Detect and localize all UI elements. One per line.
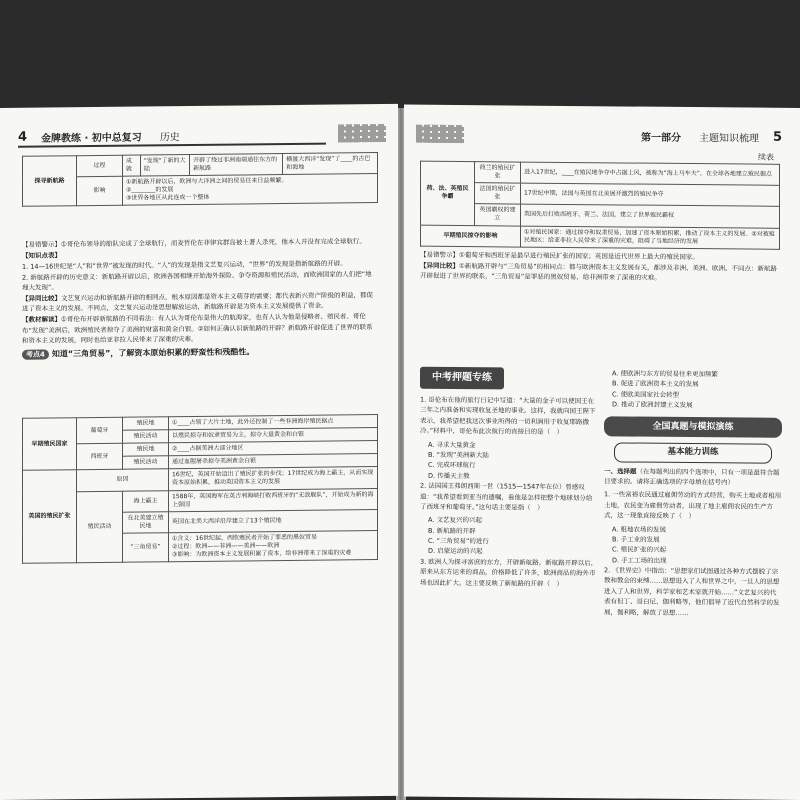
mock-exam-banner: 全国真题与模拟演练: [604, 416, 782, 438]
q2-option-d: D. 启蒙运动的兴起: [428, 547, 483, 556]
question-3: 3. 欧洲人为探寻富庶的东方，开辟新航路。新航路开辟以后，原来从东方运来的商品，价格降低了许多，欧洲商品的海外市场也因此扩大。这主要反映了新航路的开辟（ ）: [420, 557, 598, 588]
cause-label: 原因: [77, 469, 169, 491]
c1-option-b: B. 手工业的发展: [612, 535, 660, 544]
british-text: 英国先后打败西班牙、荷兰、法国，建立了世界殖民霸权: [521, 204, 780, 227]
exam-banner: 中考押题专练: [420, 367, 504, 390]
knowledge-1: 1. 14—16世纪是“人”和“世界”被发现的时代。“人”的发现是指文艺复兴运动，“世界”的发现是指新航路的开辟。: [22, 259, 347, 271]
triangle-2: ②过程：欧洲——非洲——美洲——欧洲: [172, 542, 280, 551]
impact-group-label: 早期殖民掠夺的影响: [421, 225, 521, 247]
route-cell-4: 横渡大西洋“发现”了____的古巴和海地: [283, 153, 378, 175]
right-compare-tag: 【异同比较】: [420, 261, 459, 270]
decorative-squares-icon: [416, 125, 464, 143]
decorative-squares-icon: [338, 124, 386, 143]
left-page: [0, 104, 398, 800]
choice-question-1: 1. 一些富裕农民通过雇佣劳动的方式经营，购买土地或者租用土地，农民变为雇佣劳动者，出现了地主雇佣农民的生产方式，这一现象直接反映了（ ）: [604, 490, 782, 521]
portugal-label: 葡萄牙: [77, 417, 123, 444]
colonial-table: [22, 414, 378, 564]
colonial-table-block: [22, 414, 378, 564]
sea-power-label: 海上霸主: [123, 490, 169, 512]
triangle-1: ①含义：16世纪起，西欧殖民者开始了罪恶的黑奴贸易: [172, 533, 318, 543]
triangle-trade-cell: [169, 530, 378, 561]
q2-option-a: A. 文艺复兴的兴起: [428, 516, 482, 525]
continued-label: 续表: [758, 152, 774, 162]
french-label: 法国的殖民扩张: [475, 183, 521, 205]
q1-option-d: D. 传播天主教: [428, 471, 470, 480]
sea-power-text: 1588年，英国海军在英吉利海峡打败西班牙的“无敌舰队”，开始成为新的海上强国: [169, 488, 378, 511]
compare-text: 文艺复兴运动和新航路开辟的相同点，根本原因都是资本主义萌芽的需要；都代表新兴资产阶级的利益，都促进了资本主义的发展。不同点，文艺复兴运动是思想解放运动，新航路开辟是为资本主义发展提供了资金。: [22, 291, 373, 314]
route-table-block: [22, 152, 378, 207]
es-colony-label: 殖民地: [123, 443, 169, 457]
cause-text: 16世纪，英国开始迈出了殖民扩张的步伐；17世纪成为海上霸主，从而实现资本原始积累，推动英国资本主义的发展: [169, 467, 378, 490]
knowledge-2: 2. 新航路开辟的历史意义：新航路开辟以后，欧洲各国相继开始海外探险、争夺资源和殖民活动，而欧洲国家的人们把“地理大发现”。: [22, 270, 372, 293]
textbook-text: ①哥伦布开辟新航路的不同看法：有人认为哥伦布是伟大的航海家，也有人认为他是侵略者、殖民者。哥伦布“发现”美洲后，欧洲殖民者掠夺了美洲的财富和黄金白银。②如何正确认识新航路的开辟？新航路开辟促进了世界的联系和资本主义的发展，同时也给亚非拉人民带来了深重的灾难。: [22, 312, 373, 345]
right-warning-note: 【易错警示】①葡萄牙和西班牙是最早进行殖民扩张的国家；英国是近代世界上最大的殖民国家。: [420, 250, 699, 261]
impact-2: ②________的发展: [126, 186, 174, 194]
left-page-header: [18, 122, 386, 148]
q2-option-b: B. 新航路的开辟: [428, 526, 476, 535]
right-page-header: [416, 123, 782, 148]
right-page-number: 5: [772, 129, 782, 145]
result-label: 成就: [126, 157, 133, 173]
north-america-text: 英国在北美大西洋沿岸建立了13个殖民地: [169, 509, 378, 532]
process-label: 过程: [77, 155, 123, 177]
route-cell-1: [123, 155, 141, 176]
choice-note: （在每题列出的四个选项中，只有一项是最符合题目要求的。请将正确选项的字母填在括号内）: [604, 467, 780, 487]
notes-block: [22, 236, 378, 364]
choice-question-2: 2. 《世界史》中指出：“思想家们试图通过各种方式摆脱了宗教和教会的束缚……思想进入了人和世界之中，一旦人的思想进入了人和世界，科学家和艺术家就开始……”文艺复兴的代表有但丁、哥白尼、伽利略等，他们倡导了近代自然科学的发展，伽利略，解放了思想……: [604, 566, 780, 617]
hegemony-group-label: 荷、法、英殖民争霸: [421, 161, 475, 225]
impact-3: ③世界各地区从此连成一个整体: [126, 194, 210, 203]
question-1: 1. 哥伦布在他的旅行日记中写道：“大量的金子可以使国王在三年之内准备和实现收复圣地的事业。这样，我就向国王陛下表示，我希望把我这次事业所得的一切利润用于收复耶路撒冷。”材料中，哥伦布此次航行的直接目的是（ ）: [420, 395, 596, 437]
section-badge: 考点4: [22, 349, 49, 360]
route-cell-2: "发现"了新的大陆: [141, 155, 190, 177]
north-america-label: 在北美建立殖民地: [123, 511, 169, 533]
pt-colony-text: ①____占领了大片土地，此外还控制了一些非洲海岸殖民据点: [169, 415, 378, 430]
hegemony-table: [420, 161, 780, 250]
impact-cell: [123, 174, 378, 206]
q2-option-c: C. “三角贸易”的进行: [428, 536, 489, 546]
c1-option-d: D. 手工工场的出现: [612, 556, 667, 565]
route-table: [22, 152, 378, 207]
impact-label: 影响: [77, 176, 123, 206]
impact-1: ①新航路开辟以后，欧洲与大洋洲之间的贸易往来日益频繁。: [126, 177, 288, 186]
c1-option-c: C. 殖民扩张的兴起: [612, 545, 667, 555]
section-title-text: 知道“三角贸易”，了解资本原始积累的野蛮性和残酷性。: [51, 346, 255, 359]
es-activity-label: 殖民活动: [123, 456, 169, 470]
impact-group-text: ①对殖民国家：通过掠夺和奴隶贸易，加速了资本原始积累，推动了资本主义的发展。②对被殖民地区：给亚非拉人民带来了深重的灾难，阻碍了当地经济的发展: [521, 226, 780, 249]
basic-training-banner: 基本能力训练: [614, 442, 772, 463]
dutch-label: 荷兰的殖民扩张: [475, 162, 521, 184]
hegemony-table-block: [420, 161, 780, 285]
q1-option-c: C. 完成环球航行: [428, 461, 476, 470]
warning-note: 【易错警示】①哥伦布领导的船队完成了全球航行，而麦哲伦在菲律宾群岛被土著人杀死，他本人并没有完成全球航行。: [22, 237, 366, 249]
british-label: 英国霸权的建立: [475, 204, 521, 226]
pt-colony-label: 殖民地: [123, 417, 169, 431]
choice-section-title: 一、选择题: [604, 466, 637, 476]
knowledge-tag: 【知识点表】: [22, 251, 61, 260]
pt-activity-text: 以殖民掠夺和奴隶贸易为主，掠夺大量黄金和白银: [169, 428, 378, 443]
activity-label: 殖民活动: [77, 491, 123, 563]
q3-option-c: C. 使欧美国家社会转型: [612, 390, 680, 399]
exam-column: [420, 367, 598, 593]
es-activity-text: 通过血腥屠杀掠夺美洲黄金白银: [169, 454, 378, 469]
practice-column: [604, 368, 782, 622]
british-colonial-label: 英国的殖民扩张: [23, 470, 77, 563]
q1-option-b: B. “发现”美洲新大陆: [428, 450, 489, 460]
dutch-text: 进入17世纪，____在殖民地争夺中占据上风，被称为“海上马车夫”，在全球各地建立殖民据点: [521, 162, 780, 185]
route-cell-3: 开辟了绕过非洲南端通往东方的新航路: [190, 154, 283, 176]
question-2: 2. 法国国王弗朗西斯一世（1515—1547年在位）曾感叹道：“我希望看到亚当的遗嘱，看他是怎样把整个地球划分给了西班牙和葡萄牙。”这句话主要是指（ ）: [420, 481, 593, 512]
triangle-3: ③影响：为欧洲资本主义发展积累了资本，给非洲带来了深重的灾难: [172, 549, 352, 559]
subject-label: 历史: [159, 131, 180, 143]
compare-tag: 【异同比较】: [22, 294, 61, 304]
early-colonial-label: 早期殖民国家: [23, 418, 77, 471]
route-row-label: 探寻新航路: [23, 156, 77, 207]
part-title: 主题知识梳理: [698, 132, 759, 145]
french-text: 17世纪中期，法国与英国在北美展开激烈的殖民争夺: [521, 183, 780, 206]
q3-option-b: B. 促进了欧洲资本主义的发展: [612, 379, 699, 389]
q3-option-a: A. 使欧洲与东方的贸易往来更加频繁: [612, 369, 718, 379]
brand-title: 金牌教练 · 初中总复习: [41, 132, 142, 145]
es-colony-text: ②____占据美洲大部分地区: [169, 441, 378, 456]
pt-activity-label: 殖民活动: [123, 430, 169, 444]
spain-label: 西班牙: [77, 443, 123, 470]
triangle-trade-label: “三角贸易”: [123, 533, 169, 563]
textbook-tag: 【教材解读】: [22, 315, 61, 325]
part-label: 第一部分: [640, 132, 681, 144]
right-compare-text: ①新航路开辟与“三角贸易”的相同点：都与欧洲资本主义发展有关，都涉及非洲、美洲、欧洲。不同点：新航路开辟促进了世界的联系，“三角贸易”是罪恶的黑奴贸易，给非洲带来了深重的灾难。: [420, 261, 778, 282]
c1-option-a: A. 租地农场的发展: [612, 524, 666, 534]
q3-option-d: D. 推动了欧洲封建主义发展: [612, 400, 693, 410]
right-page: [404, 105, 800, 800]
left-page-number: 4: [18, 129, 28, 145]
q1-option-a: A. 寻求大量黄金: [428, 440, 476, 449]
section-4-title: [22, 345, 378, 361]
